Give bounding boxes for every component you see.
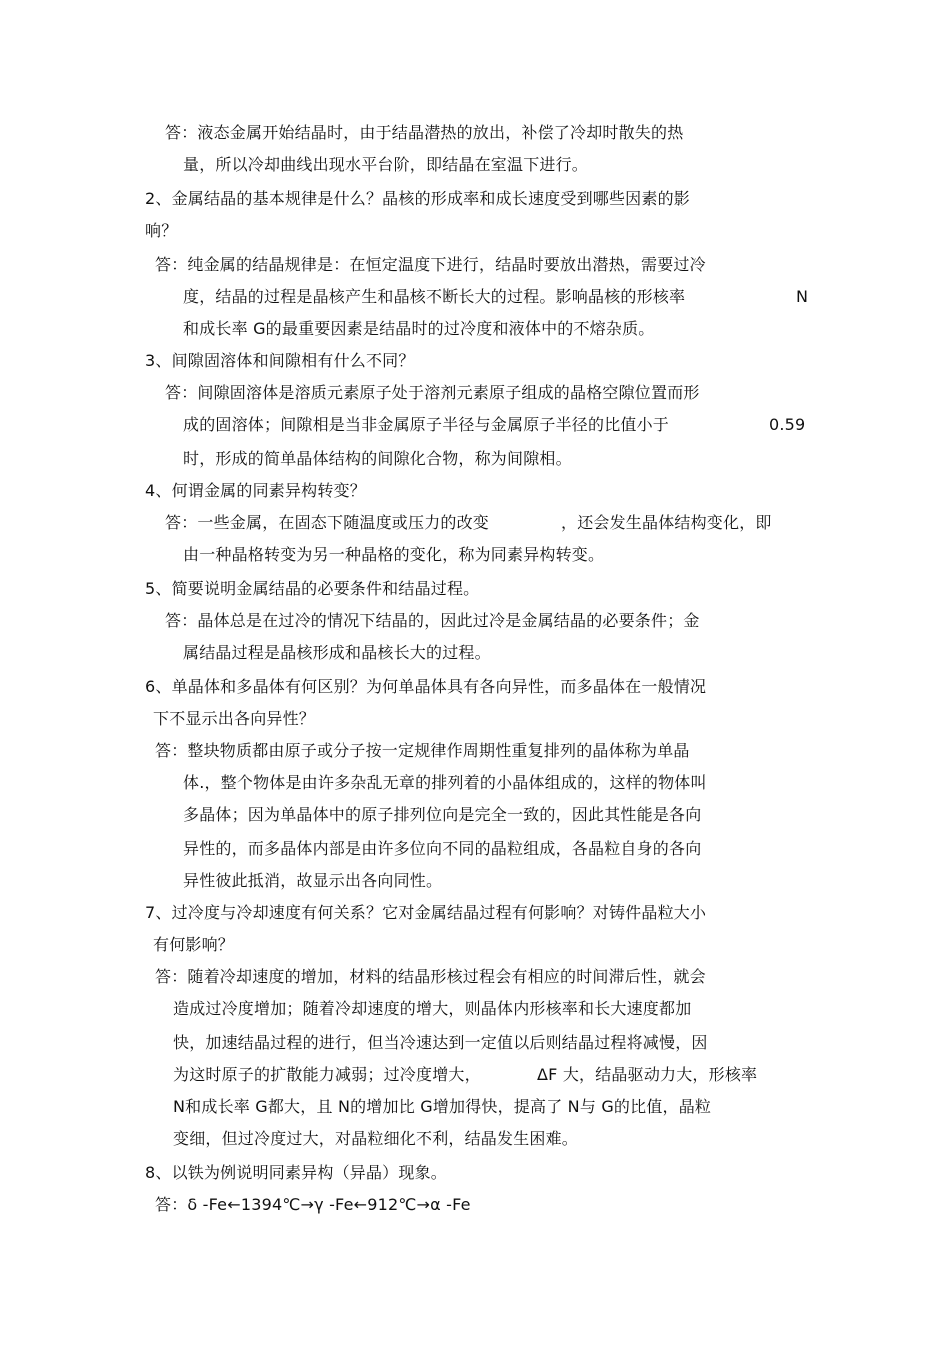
answer-6-line-3: 多晶体；因为单晶体中的原子排列位向是完全一致的，因此其性能是各向 (183, 805, 702, 824)
question-6-line-2: 下不显示出各向异性？ (153, 709, 316, 728)
question-5: 5、简要说明金属结晶的必要条件和结晶过程。 (145, 579, 480, 598)
answer-6-line-1: 答：整块物质都由原子或分子按一定规律作周期性重复排列的晶体称为单晶 (155, 741, 690, 760)
question-2-line-1: 2、金属结晶的基本规律是什么？晶核的形成率和成长速度受到哪些因素的影 (145, 189, 690, 208)
answer-4-line-1-tail: ，还会发生晶体结构变化，即 (561, 513, 772, 532)
answer-4-line-1: 答：一些金属，在固态下随温度或压力的改变 (165, 513, 490, 532)
question-7-line-1: 7、过冷度与冷却速度有何关系？它对金属结晶过程有何影响？对铸件晶粒大小 (145, 903, 707, 922)
answer-7-line-2: 造成过冷度增加；随着冷却速度的增大，则晶体内形核率和长大速度都加 (173, 999, 692, 1018)
question-4: 4、何谓金属的同素异构转变？ (145, 481, 366, 500)
answer-2-line-1: 答：纯金属的结晶规律是：在恒定温度下进行，结晶时要放出潜热，需要过冷 (155, 255, 706, 274)
answer-1-line-1: 答：液态金属开始结晶时，由于结晶潜热的放出，补偿了冷却时散失的热 (165, 123, 684, 142)
question-6-line-1: 6、单晶体和多晶体有何区别？为何单晶体具有各向异性，而多晶体在一般情况 (145, 677, 707, 696)
answer-8: 答：δ -Fe←1394℃→γ -Fe←912℃→α -Fe (155, 1195, 471, 1214)
answer-2-line-2-symbol: N (796, 287, 809, 306)
answer-3-line-3: 时，形成的简单晶体结构的间隙化合物，称为间隙相。 (183, 449, 572, 468)
answer-3-line-2: 成的固溶体；间隙相是当非金属原子半径与金属原子半径的比值小于 (183, 415, 670, 434)
answer-5-line-1: 答：晶体总是在过冷的情况下结晶的，因此过冷是金属结晶的必要条件；金 (165, 611, 700, 630)
question-2-line-2: 响？ (145, 221, 178, 240)
question-3: 3、间隙固溶体和间隙相有什么不同？ (145, 351, 415, 370)
answer-7-line-6: 变细，但过冷度过大，对晶粒细化不利，结晶发生困难。 (173, 1129, 579, 1148)
answer-7-line-4-tail: ΔF 大，结晶驱动力大，形核率 (537, 1065, 758, 1084)
answer-7-line-5: N和成长率 G都大，且 N的增加比 G增加得快，提高了 N与 G的比值，晶粒 (173, 1097, 712, 1116)
answer-4-line-2: 由一种晶格转变为另一种晶格的变化，称为同素异构转变。 (183, 545, 605, 564)
answer-3-line-1: 答：间隙固溶体是溶质元素原子处于溶剂元素原子组成的晶格空隙位置而形 (165, 383, 700, 402)
answer-6-line-2: 体.，整个物体是由许多杂乱无章的排列着的小晶体组成的，这样的物体叫 (183, 773, 707, 792)
answer-3-line-2-number: 0.59 (769, 415, 806, 434)
answer-1-line-2: 量，所以冷却曲线出现水平台阶，即结晶在室温下进行。 (183, 155, 589, 174)
question-8: 8、以铁为例说明同素异构（异晶）现象。 (145, 1163, 447, 1182)
question-7-line-2: 有何影响？ (153, 935, 235, 954)
answer-7-line-1: 答：随着冷却速度的增加，材料的结晶形核过程会有相应的时间滞后性，就会 (155, 967, 706, 986)
answer-6-line-4: 异性的，而多晶体内部是由许多位向不同的晶粒组成，各晶粒自身的各向 (183, 839, 702, 858)
answer-6-line-5: 异性彼此抵消，故显示出各向同性。 (183, 871, 443, 890)
answer-7-line-4: 为这时原子的扩散能力减弱；过冷度增大， (173, 1065, 481, 1084)
answer-7-line-3: 快，加速结晶过程的进行，但当冷速达到一定值以后则结晶过程将减慢，因 (173, 1033, 708, 1052)
answer-2-line-2: 度，结晶的过程是晶核产生和晶核不断长大的过程。影响晶核的形核率 (183, 287, 686, 306)
answer-2-line-3: 和成长率 G的最重要因素是结晶时的过冷度和液体中的不熔杂质。 (183, 319, 655, 338)
answer-5-line-2: 属结晶过程是晶核形成和晶核长大的过程。 (183, 643, 491, 662)
